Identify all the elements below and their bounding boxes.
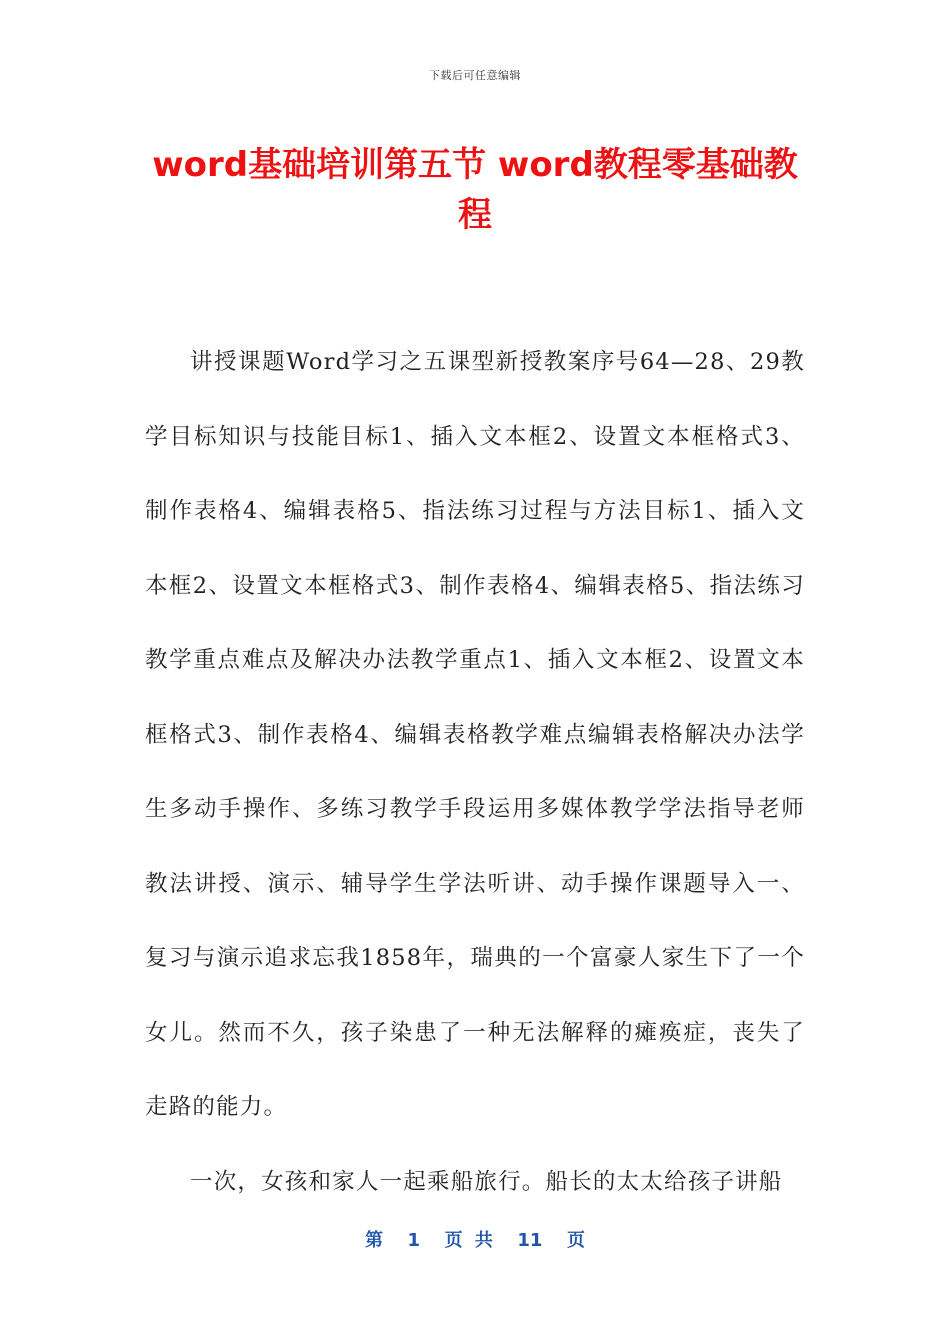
- document-body: [145, 325, 805, 1219]
- page-footer: 第 1 页 共 11 页: [365, 1230, 585, 1251]
- header-note: 下载后可任意编辑: [429, 69, 521, 82]
- paragraph: 一次，女孩和家人一起乘船旅行。船长的太太给孩子讲船: [190, 1168, 783, 1195]
- document-title: word基础培训第五节 word教程零基础教程: [152, 145, 798, 235]
- paragraph: 讲授课题Word学习之五课型新授教案序号64—28、29教学目标知识与技能目标1、插入文本框2、设置文本框格式3、制作表格4、编辑表格5、指法练习过程与方法目标1、插入文本框2、设置文本框格式3、制作表格4、编辑表格5、指法练习教学重点难点及解决办法教学重点1、插入文本框2、设置文本框格式3、制作表格4、编辑表格教学难点编辑表格解决办法学生多动手操作、多练习教学手段运用多媒体教学学法指导老师教法讲授、演示、辅导学生学法听讲、动手操作课题导入一、复习与演示追求忘我1858年，瑞典的一个富豪人家生下了一个女儿。然而不久，孩子染患了一种无法解释的瘫痪症，丧失了走路的能力。: [145, 349, 805, 1120]
